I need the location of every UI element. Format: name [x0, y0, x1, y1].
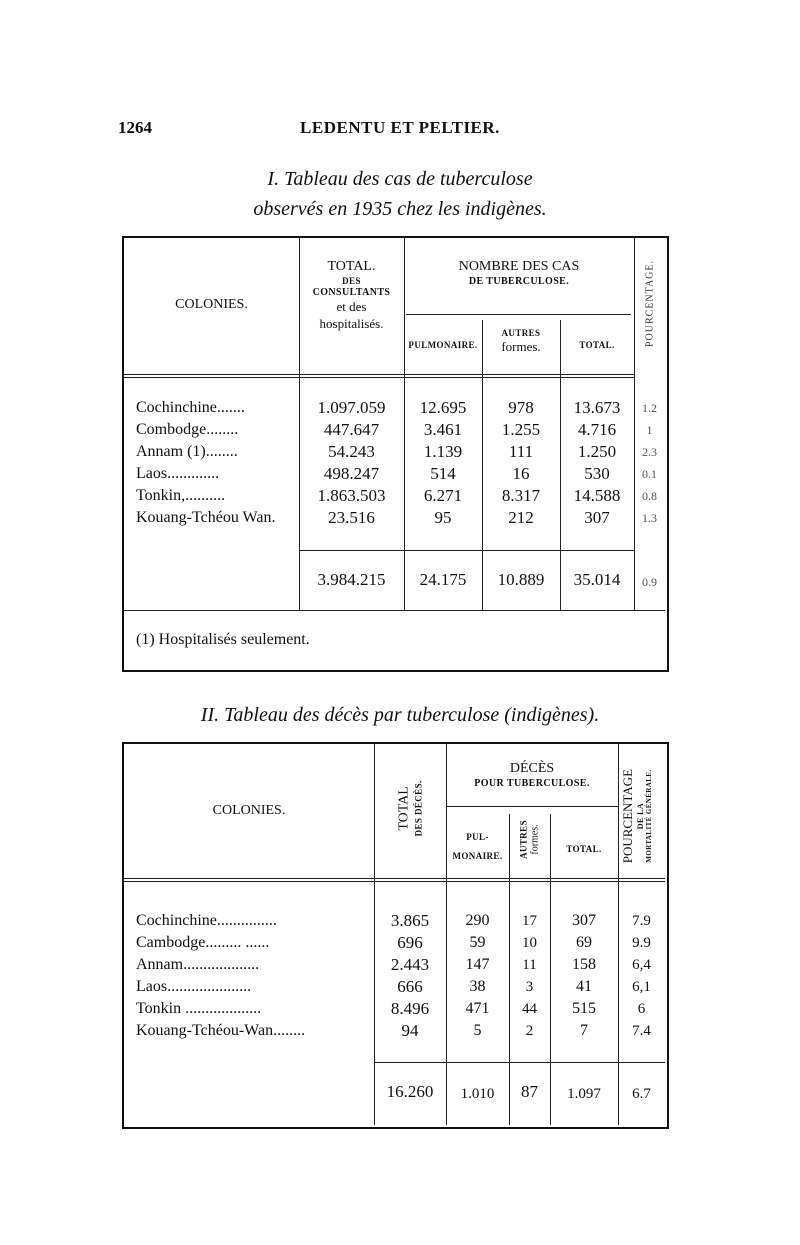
t2-row-total-cas: 158 — [572, 956, 596, 973]
t1-row-pct: 2.3 — [642, 445, 657, 459]
t2-row-autres: 11 — [522, 957, 537, 973]
t1-header-total-cas: TOTAL. — [579, 340, 615, 350]
t2-row-autres: 3 — [525, 979, 534, 995]
t2-row-total: 8.496 — [390, 999, 430, 1018]
t1-row-pct: 1 — [646, 423, 653, 437]
t2-row-autres: 10 — [522, 935, 537, 951]
t2-total-autres: 87 — [521, 1082, 538, 1101]
t2-row-pul: 59 — [469, 934, 486, 951]
t2-header-pul: PUL- MONAIRE. — [452, 832, 503, 862]
t1-row-colonie: Laos............. — [136, 465, 220, 482]
t2-total-deces: 16.260 — [386, 1082, 434, 1101]
t1-row-pct: 1.3 — [642, 511, 657, 525]
t1-row-total: 1.863.503 — [317, 486, 386, 505]
t1-header-pulmonaire: PULMONAIRE. — [408, 340, 478, 350]
t2-row-pul: 290 — [465, 912, 490, 929]
t1-row-total-cas: 4.716 — [577, 420, 617, 439]
t1-row-pulmonaire: 12.695 — [419, 398, 467, 417]
t1-row-pulmonaire: 3.461 — [423, 420, 463, 439]
t2-row-pul: 147 — [465, 956, 490, 973]
t2-header-autres: AUTRES formes. — [518, 819, 541, 859]
t1-row-colonie: Combodge........ — [136, 421, 239, 438]
t2-header-pourcentage: POURCENTAGE DE LA MORTALITÉ GÉNÉRALE. — [619, 768, 654, 864]
t1-total-cas: 35.014 — [573, 570, 621, 589]
t2-row-total: 94 — [401, 1021, 419, 1040]
t2-row-colonie: Tonkin ................... — [136, 1000, 262, 1017]
t1-row-total-cas: 1.250 — [577, 442, 617, 461]
t2-total-cas: 1.097 — [567, 1086, 601, 1102]
t2-row-pct: 6,1 — [632, 979, 651, 995]
t1-header-pourcentage: POURCENTAGE. — [644, 259, 656, 348]
t1-row-total-cas: 14.588 — [573, 486, 621, 505]
t1-header-autres: AUTRES formes. — [501, 328, 541, 355]
table1-title-line2: observés en 1935 chez les indigènes. — [253, 198, 547, 220]
t1-row-autres: 1.255 — [501, 420, 541, 439]
t1-row-autres: 111 — [508, 442, 534, 461]
t2-row-total: 666 — [397, 977, 423, 996]
t1-row-colonie: Cochinchine....... — [136, 399, 245, 416]
t2-row-total-cas: 307 — [572, 912, 596, 929]
t1-row-pct: 0.8 — [642, 489, 657, 503]
t2-row-pul: 38 — [469, 978, 486, 995]
t1-row-pct: 1.2 — [642, 401, 657, 415]
t2-header-total: TOTAL DES DÉCÈS. — [396, 780, 424, 837]
t1-row-autres: 8.317 — [501, 486, 541, 505]
t2-row-pul: 471 — [465, 1000, 490, 1017]
t1-header-total: TOTAL. DES CONSULTANTS et des hospitalisés. — [312, 259, 391, 331]
t2-row-pct: 6,4 — [632, 957, 651, 973]
t1-row-total: 1.097.059 — [317, 398, 386, 417]
t1-row-total: 23.516 — [328, 508, 375, 527]
t2-header-deces: DÉCÈS POUR TUBERCULOSE. — [474, 761, 590, 789]
t2-row-pct: 7.4 — [632, 1023, 651, 1039]
t2-row-autres: 17 — [522, 913, 537, 929]
page-number: 1264 — [118, 118, 152, 137]
t1-footnote: (1) Hospitalisés seulement. — [136, 631, 310, 648]
table1 — [122, 236, 669, 672]
running-head: LEDENTU ET PELTIER. — [300, 118, 500, 137]
t2-row-pct: 7.9 — [632, 913, 651, 929]
t1-row-total: 54.243 — [328, 442, 375, 461]
t1-total-pct: 0.9 — [642, 575, 657, 589]
t2-row-pct: 9.9 — [632, 935, 651, 951]
t1-header-colonies: COLONIES. — [175, 297, 248, 312]
t1-row-pct: 0.1 — [642, 467, 657, 481]
t2-row-autres: 44 — [522, 1001, 537, 1017]
t2-row-pul: 5 — [473, 1022, 482, 1039]
t1-total-autres: 10.889 — [497, 570, 545, 589]
table2 — [122, 742, 669, 1129]
t2-row-total-cas: 7 — [580, 1022, 588, 1039]
t1-row-colonie: Kouang-Tchéou Wan. — [136, 509, 276, 526]
t2-row-autres: 2 — [525, 1023, 534, 1039]
t2-row-total-cas: 69 — [576, 934, 592, 951]
t2-row-total: 3.865 — [390, 911, 430, 930]
t1-row-total-cas: 530 — [584, 464, 610, 483]
t2-row-total-cas: 515 — [572, 1000, 596, 1017]
t1-header-nombre: NOMBRE DES CAS DE TUBERCULOSE. — [458, 259, 580, 287]
t2-header-total-cas: TOTAL. — [566, 844, 602, 854]
t2-header-colonies: COLONIES. — [212, 803, 286, 818]
t1-row-pulmonaire: 514 — [430, 464, 456, 483]
t2-row-total-cas: 41 — [576, 978, 592, 995]
t2-row-colonie: Annam................... — [136, 956, 260, 973]
t2-total-pul: 1.010 — [460, 1086, 495, 1102]
table1-title-line1: I. Tableau des cas de tuberculose — [267, 168, 533, 190]
t2-row-colonie: Cochinchine............... — [136, 912, 277, 929]
table2-title: II. Tableau des décès par tuberculose (indigènes). — [200, 704, 600, 726]
t2-row-total: 696 — [397, 933, 423, 952]
t2-row-colonie: Cambodge......... ...... — [136, 934, 270, 951]
t1-row-total: 447.647 — [323, 420, 380, 439]
t1-row-autres: 16 — [512, 464, 530, 483]
t2-row-total: 2.443 — [390, 955, 430, 974]
t2-row-colonie: Laos..................... — [136, 978, 252, 995]
t1-row-colonie: Annam (1)........ — [136, 443, 238, 460]
t1-row-autres: 212 — [508, 508, 534, 527]
t2-row-pct: 6 — [637, 1001, 646, 1017]
t1-total-pulmonaire: 24.175 — [419, 570, 467, 589]
t1-row-total: 498.247 — [323, 464, 380, 483]
t1-row-total-cas: 13.673 — [573, 398, 621, 417]
t2-row-colonie: Kouang-Tchéou-Wan........ — [136, 1022, 306, 1039]
t1-row-total-cas: 307 — [584, 508, 610, 527]
t1-row-pulmonaire: 95 — [434, 508, 452, 527]
t1-row-pulmonaire: 6.271 — [423, 486, 463, 505]
t1-row-autres: 978 — [508, 398, 534, 417]
t1-row-pulmonaire: 1.139 — [423, 442, 463, 461]
t1-total-consultants: 3.984.215 — [317, 570, 386, 589]
t2-total-pct: 6.7 — [632, 1086, 651, 1102]
t1-row-colonie: Tonkin,.......... — [136, 487, 226, 504]
